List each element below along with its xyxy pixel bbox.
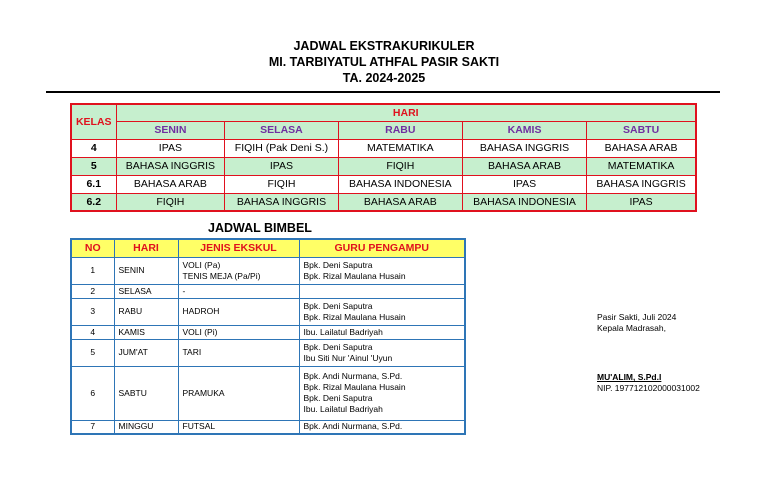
guru-line: Bpk. Rizal Maulana Husain bbox=[303, 382, 406, 392]
kelas-header: KELAS bbox=[71, 104, 116, 139]
guru-line: Ibu. Lailatul Badriyah bbox=[303, 404, 383, 414]
subject-cell: IPAS bbox=[462, 175, 586, 193]
column-header-ekskul: JENIS EKSKUL bbox=[178, 239, 299, 257]
guru-line: Bpk. Rizal Maulana Husain bbox=[303, 270, 406, 281]
guru-line: Bpk. Deni Saputra bbox=[303, 341, 373, 352]
hari-cell: SELASA bbox=[114, 284, 178, 298]
ekskul-cell bbox=[178, 284, 299, 298]
ekskul-line: VOLI (Pi) bbox=[182, 326, 218, 337]
table-row bbox=[71, 139, 696, 157]
ekskul-cell bbox=[178, 420, 299, 434]
guru-line: Bpk. Deni Saputra bbox=[303, 393, 373, 403]
subject-cell: IPAS bbox=[225, 157, 338, 175]
hari-cell: MINGGU bbox=[114, 420, 178, 434]
no-cell: 4 bbox=[71, 325, 114, 339]
guru-cell bbox=[299, 420, 465, 434]
ekskul-cell bbox=[178, 339, 299, 366]
table-row bbox=[71, 298, 465, 325]
ekskul-line: TARI bbox=[182, 347, 202, 357]
day-header: SELASA bbox=[225, 121, 338, 139]
signature-role: Kepala Madrasah, bbox=[597, 323, 666, 333]
column-header-hari: HARI bbox=[114, 239, 178, 257]
column-header-guru: GURU PENGAMPU bbox=[299, 239, 465, 257]
no-cell: 3 bbox=[71, 298, 114, 325]
subject-cell: BAHASA ARAB bbox=[338, 193, 462, 211]
subject-cell: MATEMATIKA bbox=[587, 157, 696, 175]
subject-cell: BAHASA ARAB bbox=[587, 139, 696, 157]
hari-cell: SENIN bbox=[114, 257, 178, 284]
guru-line: Ibu Siti Nur 'Ainul 'Uyun bbox=[303, 352, 393, 363]
no-cell: 2 bbox=[71, 284, 114, 298]
guru-cell bbox=[299, 366, 465, 420]
hari-cell: JUM'AT bbox=[114, 339, 178, 366]
signature-name: MU'ALIM, S.Pd.I bbox=[597, 372, 662, 382]
column-header-no: NO bbox=[71, 239, 114, 257]
no-cell: 1 bbox=[71, 257, 114, 284]
subject-cell: IPAS bbox=[116, 139, 225, 157]
day-header: SABTU bbox=[587, 121, 696, 139]
table-row bbox=[71, 339, 465, 366]
guru-line: Bpk. Rizal Maulana Husain bbox=[303, 311, 406, 322]
subject-cell: BAHASA INGGRIS bbox=[462, 139, 586, 157]
ekskul-cell bbox=[178, 257, 299, 284]
subject-cell: IPAS bbox=[587, 193, 696, 211]
guru-cell bbox=[299, 325, 465, 339]
ekskul-line: FUTSAL bbox=[182, 421, 216, 432]
table-row bbox=[71, 325, 465, 339]
ekskul-line: - bbox=[182, 285, 186, 296]
bimbel-schedule-table bbox=[70, 238, 466, 435]
guru-cell bbox=[299, 339, 465, 366]
subject-cell: FIQIH (Pak Deni S.) bbox=[225, 139, 338, 157]
subject-cell: MATEMATIKA bbox=[338, 139, 462, 157]
signature-place-date: Pasir Sakti, Juli 2024 bbox=[597, 312, 677, 322]
hari-cell: KAMIS bbox=[114, 325, 178, 339]
guru-cell bbox=[299, 284, 465, 298]
title-line-2: MI. TARBIYATUL ATHFAL PASIR SAKTI bbox=[268, 55, 500, 69]
guru-line: Ibu. Lailatul Badriyah bbox=[303, 326, 383, 337]
table-row bbox=[71, 284, 465, 298]
table-row bbox=[71, 193, 696, 211]
subject-cell: FIQIH bbox=[338, 157, 462, 175]
day-header: KAMIS bbox=[462, 121, 586, 139]
title-line-1: JADWAL EKSTRAKURIKULER bbox=[293, 39, 475, 53]
no-cell: 7 bbox=[71, 420, 114, 434]
kelas-cell: 4 bbox=[71, 139, 116, 157]
ekskul-cell bbox=[178, 366, 299, 420]
table-row bbox=[71, 157, 696, 175]
no-cell: 6 bbox=[71, 366, 114, 420]
title-line-3: TA. 2024-2025 bbox=[342, 71, 426, 85]
ekskul-line: VOLI (Pa) bbox=[182, 259, 221, 270]
ekskul-line: TENIS MEJA (Pa/Pi) bbox=[182, 270, 261, 281]
subject-cell: BAHASA INDONESIA bbox=[462, 193, 586, 211]
document-header bbox=[0, 38, 768, 86]
guru-line: Bpk. Andi Nurmana, S.Pd. bbox=[303, 371, 403, 381]
ekskul-line: PRAMUKA bbox=[182, 387, 225, 398]
kelas-cell: 6.2 bbox=[71, 193, 116, 211]
guru-line: Bpk. Deni Saputra bbox=[303, 259, 373, 270]
ekskul-cell bbox=[178, 325, 299, 339]
subject-cell: BAHASA ARAB bbox=[462, 157, 586, 175]
table-row bbox=[71, 175, 696, 193]
guru-line: Bpk. Andi Nurmana, S.Pd. bbox=[303, 421, 403, 432]
subject-cell: FIQIH bbox=[116, 193, 225, 211]
subject-cell: BAHASA INGGRIS bbox=[116, 157, 225, 175]
day-header: SENIN bbox=[116, 121, 225, 139]
hari-cell: RABU bbox=[114, 298, 178, 325]
kelas-cell: 5 bbox=[71, 157, 116, 175]
subject-cell: BAHASA ARAB bbox=[116, 175, 225, 193]
kelas-cell: 6.1 bbox=[71, 175, 116, 193]
subject-cell: BAHASA INDONESIA bbox=[338, 175, 462, 193]
bimbel-title: JADWAL BIMBEL bbox=[208, 221, 312, 235]
day-header: RABU bbox=[338, 121, 462, 139]
table-row bbox=[71, 420, 465, 434]
hari-header: HARI bbox=[116, 104, 696, 121]
no-cell: 5 bbox=[71, 339, 114, 366]
subject-cell: FIQIH bbox=[225, 175, 338, 193]
subject-cell: BAHASA INGGRIS bbox=[225, 193, 338, 211]
hari-cell: SABTU bbox=[114, 366, 178, 420]
ekskul-cell bbox=[178, 298, 299, 325]
header-divider bbox=[46, 91, 720, 93]
table-row bbox=[71, 366, 465, 420]
ekskul-line: HADROH bbox=[182, 306, 220, 316]
guru-cell bbox=[299, 298, 465, 325]
extracurricular-schedule-table bbox=[70, 103, 697, 212]
guru-line: Bpk. Deni Saputra bbox=[303, 300, 373, 311]
subject-cell: BAHASA INGGRIS bbox=[587, 175, 696, 193]
guru-cell bbox=[299, 257, 465, 284]
signature-nip: NIP. 197712102000031002 bbox=[597, 383, 700, 393]
table-row bbox=[71, 257, 465, 284]
